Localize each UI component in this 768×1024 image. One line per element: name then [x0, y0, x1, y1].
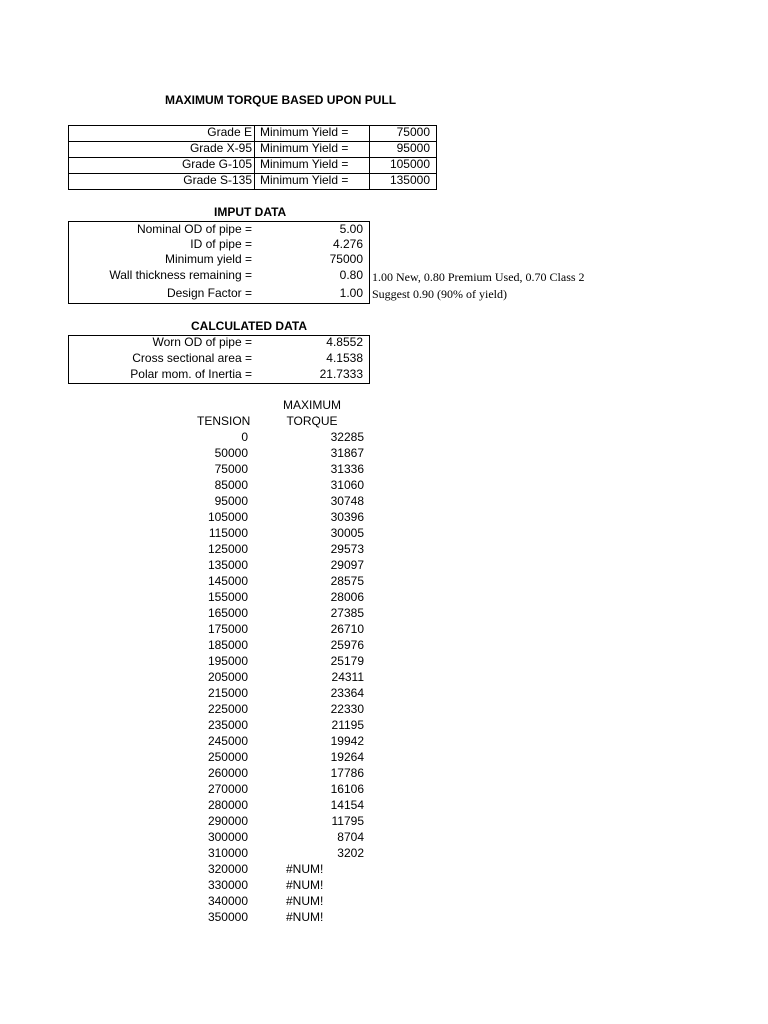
- torque-cell: 26710: [330, 622, 364, 636]
- input-value[interactable]: 1.00: [339, 286, 363, 300]
- torque-cell: #NUM!: [286, 878, 324, 892]
- torque-cell: #NUM!: [286, 910, 324, 924]
- torque-cell: 24311: [331, 670, 364, 684]
- torque-cell: 31336: [330, 462, 364, 476]
- tension-cell: 165000: [207, 606, 248, 620]
- calculated-label: Worn OD of pipe =: [152, 335, 252, 349]
- torque-cell: #NUM!: [286, 862, 324, 876]
- calculated-heading: CALCULATED DATA: [191, 319, 307, 333]
- tension-cell: 205000: [207, 670, 248, 684]
- min-yield-value: 135000: [389, 173, 430, 187]
- torque-header-line2: TORQUE: [286, 414, 338, 428]
- tension-cell: 0: [241, 430, 248, 444]
- min-yield-label: Minimum Yield =: [260, 125, 349, 139]
- input-label: Wall thickness remaining =: [109, 268, 252, 282]
- torque-cell: 8704: [337, 830, 364, 844]
- grade-label: Grade E: [207, 125, 252, 139]
- min-yield-label: Minimum Yield =: [260, 173, 349, 187]
- calculated-label: Cross sectional area =: [132, 351, 252, 365]
- torque-cell: 25976: [330, 638, 364, 652]
- tension-cell: 250000: [207, 750, 248, 764]
- torque-cell: 3202: [337, 846, 364, 860]
- torque-cell: 25179: [330, 654, 364, 668]
- calculated-value: 21.7333: [319, 367, 363, 381]
- input-value[interactable]: 4.276: [332, 237, 363, 251]
- tension-cell: 95000: [214, 494, 248, 508]
- calculated-label: Polar mom. of Inertia =: [130, 367, 252, 381]
- grade-label: Grade S-135: [183, 173, 252, 187]
- input-note: Suggest 0.90 (90% of yield): [372, 287, 507, 301]
- tension-column: [190, 429, 248, 925]
- torque-cell: 22330: [330, 702, 364, 716]
- divider: [254, 125, 255, 190]
- tension-header: TENSION: [197, 414, 251, 428]
- torque-cell: 16106: [330, 782, 364, 796]
- tension-cell: 235000: [207, 718, 248, 732]
- tension-cell: 330000: [207, 878, 248, 892]
- tension-cell: 320000: [207, 862, 248, 876]
- min-yield-label: Minimum Yield =: [260, 157, 349, 171]
- torque-cell: #NUM!: [286, 894, 324, 908]
- tension-cell: 340000: [207, 894, 248, 908]
- torque-cell: 17786: [330, 766, 364, 780]
- torque-cell: 19942: [330, 734, 364, 748]
- tension-cell: 290000: [207, 814, 248, 828]
- torque-header-line1: MAXIMUM: [283, 398, 341, 412]
- tension-cell: 185000: [207, 638, 248, 652]
- min-yield-value: 75000: [396, 125, 430, 139]
- torque-cell: 19264: [330, 750, 364, 764]
- tension-cell: 195000: [207, 654, 248, 668]
- tension-cell: 105000: [207, 510, 248, 524]
- input-note: 1.00 New, 0.80 Premium Used, 0.70 Class 2: [372, 270, 585, 284]
- calculated-value: 4.1538: [326, 351, 363, 365]
- min-yield-value: 105000: [389, 157, 430, 171]
- divider: [369, 125, 370, 190]
- torque-cell: 30748: [330, 494, 364, 508]
- tension-cell: 245000: [207, 734, 248, 748]
- input-value[interactable]: 5.00: [339, 222, 363, 236]
- tension-cell: 310000: [207, 846, 248, 860]
- calculated-value: 4.8552: [326, 335, 363, 349]
- torque-cell: 30005: [330, 526, 364, 540]
- torque-cell: 23364: [330, 686, 364, 700]
- tension-cell: 125000: [207, 542, 248, 556]
- input-label: Nominal OD of pipe =: [136, 222, 252, 236]
- tension-cell: 135000: [207, 558, 248, 572]
- tension-cell: 145000: [207, 574, 248, 588]
- min-yield-value: 95000: [396, 141, 430, 155]
- input-heading: IMPUT DATA: [214, 205, 287, 219]
- grade-label: Grade G-105: [181, 157, 252, 171]
- torque-cell: 28006: [330, 590, 364, 604]
- torque-cell: 30396: [330, 510, 364, 524]
- tension-cell: 85000: [214, 478, 248, 492]
- torque-cell: 11795: [331, 814, 364, 828]
- tension-cell: 50000: [214, 446, 248, 460]
- input-value[interactable]: 75000: [329, 252, 363, 266]
- tension-cell: 280000: [207, 798, 248, 812]
- torque-cell: 21195: [331, 718, 364, 732]
- tension-cell: 155000: [207, 590, 248, 604]
- input-label: ID of pipe =: [190, 237, 252, 251]
- torque-cell: 27385: [330, 606, 364, 620]
- input-value[interactable]: 0.80: [339, 268, 363, 282]
- tension-cell: 350000: [207, 910, 248, 924]
- min-yield-label: Minimum Yield =: [260, 141, 349, 155]
- tension-cell: 215000: [207, 686, 248, 700]
- input-label: Design Factor =: [166, 286, 252, 300]
- torque-cell: 29097: [330, 558, 364, 572]
- tension-cell: 270000: [207, 782, 248, 796]
- tension-cell: 260000: [207, 766, 248, 780]
- grade-label: Grade X-95: [189, 141, 252, 155]
- tension-cell: 75000: [214, 462, 248, 476]
- tension-cell: 225000: [207, 702, 248, 716]
- page-title: MAXIMUM TORQUE BASED UPON PULL: [165, 93, 397, 107]
- torque-column: [286, 429, 364, 925]
- tension-cell: 175000: [207, 622, 248, 636]
- tension-cell: 115000: [208, 526, 248, 540]
- torque-cell: 32285: [330, 430, 364, 444]
- torque-cell: 31867: [330, 446, 364, 460]
- torque-cell: 29573: [330, 542, 364, 556]
- torque-cell: 28575: [330, 574, 364, 588]
- input-label: Minimum yield =: [164, 252, 252, 266]
- tension-cell: 300000: [207, 830, 248, 844]
- torque-cell: 14154: [330, 798, 364, 812]
- torque-cell: 31060: [330, 478, 364, 492]
